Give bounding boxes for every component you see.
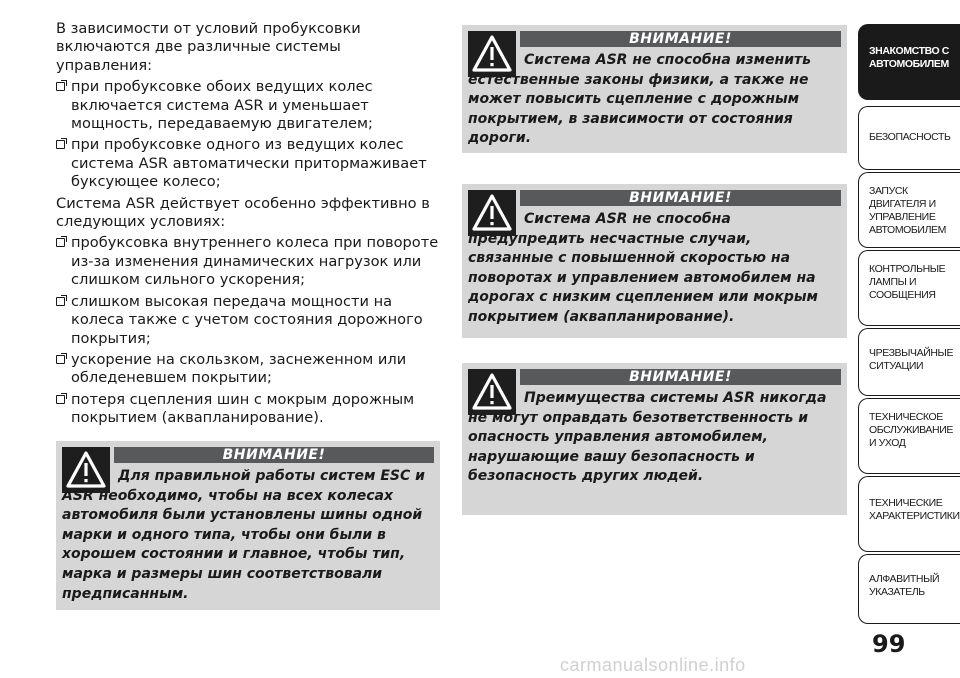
conditions-paragraph: Система ASR действует особенно эффективно в следующих условиях: [56,194,430,231]
page-number: 99 [872,630,906,658]
warning-text: Система ASR не способна предупредить несчастные случаи, связанные с повышенной скоростью на поворотах и управлением автомобилем на дорогах с низким сцеплением или мокрым покрытием (аквапланирование). [468,211,818,325]
list-item: потеря сцепления шин с мокрым дорожным покрытием (аквапланирование). [56,391,440,428]
list-item: пробуксовка внутреннего колеса при повороте из-за изменения динамических нагрузок или слишком сильного ускорения; [56,234,440,289]
tab-maintenance-and-care[interactable]: ТЕХНИЧЕСКОЕ ОБСЛУЖИВАНИЕ И УХОД [858,398,960,474]
watermark-text: carmanualsonline.info [560,655,746,675]
warning-title: ВНИМАНИЕ! [520,369,841,385]
warning-box-tires [56,441,440,610]
warning-title: ВНИМАНИЕ! [520,190,841,206]
bullet-icon [56,355,65,364]
tab-safety[interactable]: БЕЗОПАСНОСТЬ [858,106,960,170]
list-item: слишком высокая передача мощности на колеса также с учетом состояния дорожного покрытия; [56,293,440,348]
list-item: ускорение на скользком, заснеженном или обледеневшем покрытии; [56,351,440,388]
bullet-icon [56,395,65,404]
warning-text: Для правильной работы систем ESC и ASR необходимо, чтобы на всех колесах автомобиля были установлены шины одной марки и одного типа, чтобы они были в хорошем состоянии и главное, чтобы тип, марка и размеры шин соответствовали предписанным. [62,468,425,602]
bullet-icon [56,82,65,91]
bullet-icon [56,238,65,247]
warning-box-accidents [462,184,847,338]
tab-technical-specifications[interactable]: ТЕХНИЧЕСКИЕ ХАРАКТЕРИСТИКИ [858,476,960,552]
tab-warning-lights-and-messages[interactable]: КОНТРОЛЬНЫЕ ЛАМПЫ И СООБЩЕНИЯ [858,250,960,326]
bullet-icon [56,140,65,149]
list-item: при пробуксовке обоих ведущих колес включается система ASR и уменьшает мощность, передаваемую двигателем; [56,78,440,133]
tab-starting-and-driving[interactable]: ЗАПУСК ДВИГАТЕЛЯ И УПРАВЛЕНИЕ АВТОМОБИЛЕМ [858,172,960,248]
intro-paragraph: В зависимости от условий пробуксовки включаются две различные системы управления: [56,20,361,74]
warning-box-physics [462,25,847,153]
tab-getting-to-know-vehicle[interactable]: ЗНАКОМСТВО С АВТОМОБИЛЕМ [858,24,960,100]
warning-text: Система ASR не способна изменить естественные законы физики, а также не может повысить сцепление с дорожным покрытием, в зависимости от состояния дороги. [468,52,811,147]
tab-emergency[interactable]: ЧРЕЗВЫЧАЙНЫЕ СИТУАЦИИ [858,328,960,396]
warning-box-responsibility [462,363,847,515]
warning-title: ВНИМАНИЕ! [114,447,434,463]
tab-index[interactable]: АЛФАВИТНЫЙ УКАЗАТЕЛЬ [858,554,960,624]
body-text-column [56,20,440,431]
bullet-icon [56,297,65,306]
warning-text: Преимущества системы ASR никогда не могут оправдать безответственность и опасность управления автомобилем, нарушающие вашу безопасность и безопасность других людей. [468,390,827,485]
warning-title: ВНИМАНИЕ! [520,31,841,47]
list-item: при пробуксовке одного из ведущих колес система ASR автоматически притормаживает буксующее колесо; [56,136,440,191]
